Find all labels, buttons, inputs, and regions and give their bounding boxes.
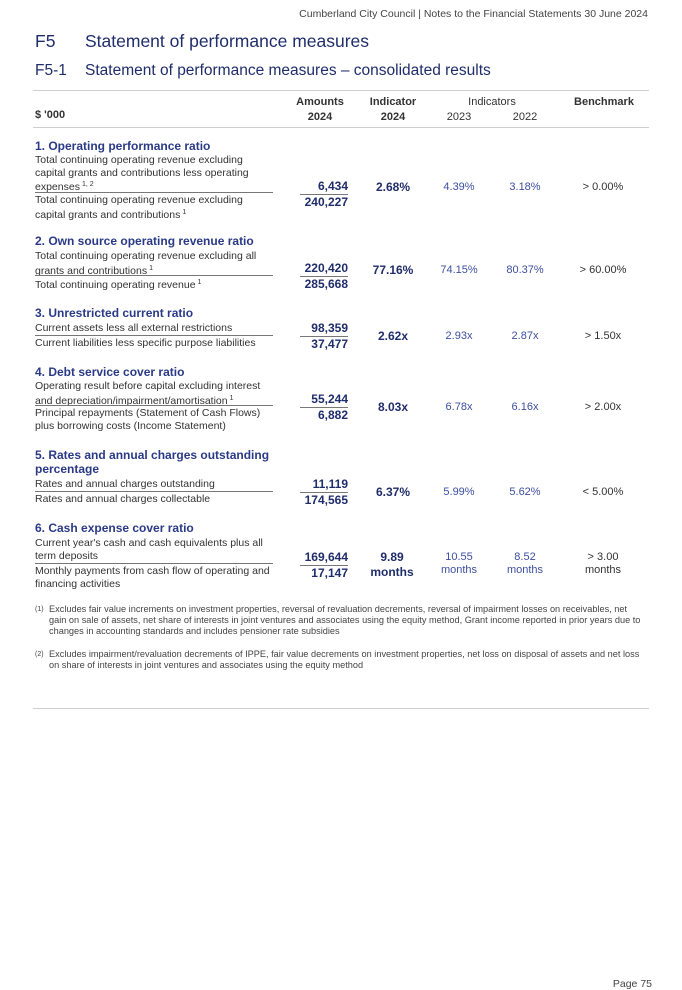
fraction-line: [35, 405, 273, 406]
col-benchmark: Benchmark: [574, 96, 634, 108]
benchmark: > 2.00x: [584, 401, 622, 413]
footnote-ref: 1, 2: [81, 181, 94, 188]
amount-denominator: 285,668: [304, 277, 348, 291]
fraction-line: [35, 192, 273, 193]
measure-numerator: Current year's cash and cash equivalents plus all term deposits: [35, 537, 263, 562]
indicator-2023: 74.15%: [440, 264, 478, 276]
indicator-2024: 6.37%: [375, 485, 411, 499]
indicator-2024: 2.62x: [377, 329, 409, 343]
footnote-mark: (2): [35, 651, 44, 658]
measure-numerator: Total continuing operating revenue excluding all grants and contributions $^1$: [35, 250, 257, 277]
col-indicator-year: 2024: [380, 111, 406, 123]
note-title: Statement of performance measures: [85, 31, 370, 51]
indicator-2022: 6.16x: [511, 401, 539, 413]
amount-denominator: 240,227: [304, 195, 348, 209]
measure-title: 3. Unrestricted current ratio: [35, 306, 194, 320]
running-header: Cumberland City Council | Notes to the Financial Statements 30 June 2024: [299, 8, 648, 20]
measure-title: 6. Cash expense cover ratio: [35, 521, 194, 535]
col-amounts-year: 2024: [307, 111, 333, 123]
measure-denominator: Principal repayments (Statement of Cash Flows) plus borrowing costs (Income Statement): [35, 407, 261, 432]
fraction-line: [35, 275, 273, 276]
amount-numerator: 98,359: [311, 321, 348, 335]
unit-label: $ '000: [35, 109, 66, 121]
amount-denominator: 37,477: [311, 337, 348, 351]
measure-numerator: Current assets less all external restrictions: [35, 322, 233, 334]
indicator-2024: 77.16%: [372, 263, 414, 277]
footnote-ref: 1: [229, 394, 234, 402]
measure-title: 1. Operating performance ratio: [35, 139, 211, 153]
indicator-2023: 2.93x: [445, 330, 473, 342]
measure-title: 5. Rates and annual charges outstanding percentage: [35, 448, 270, 476]
benchmark: > 3.00 months: [584, 551, 622, 576]
subnote-number: F5-1: [35, 62, 67, 79]
subnote-title: Statement of performance measures – consolidated results: [85, 62, 491, 79]
note-number: F5: [35, 31, 56, 51]
col-amounts: Amounts: [296, 96, 344, 108]
col-indicator: Indicator: [369, 96, 417, 108]
footnote-mark: (1): [35, 606, 44, 613]
indicator-2022: 2.87x: [511, 330, 539, 342]
amount-denominator: 174,565: [304, 493, 348, 507]
measure-denominator: Current liabilities less specific purpose liabilities: [35, 337, 256, 349]
footnote-ref: 1: [149, 264, 153, 272]
bottom-rule: [33, 708, 649, 709]
measure-denominator: Total continuing operating revenue $^1$: [35, 279, 202, 291]
benchmark: > 60.00%: [579, 264, 627, 276]
measure-title: 4. Debt service cover ratio: [35, 365, 185, 379]
header-rule: [33, 127, 649, 128]
footnote-text: Excludes fair value increments on investment properties, reversal of revaluation decrements, reversal of impairment losses on receivables, net gain on sale of assets, net share of interests in joint ventures and associates using the equity method, Grant income reported in prior years due to changes in accounting standards and includes pensioner rate subsidies: [49, 604, 641, 637]
footnote-text: Excludes impairment/revaluation decrements of IPPE, fair value decrements on investment properties, net loss on disposal of assets and net loss on share of interests in joint ventures and associates using the equity method: [49, 649, 640, 671]
col-2023: 2023: [446, 111, 472, 123]
indicator-2022: 80.37%: [506, 264, 544, 276]
indicator-2023: 10.55 months: [440, 551, 478, 576]
indicator-2024: 8.03x: [377, 400, 409, 414]
indicator-2022: 5.62%: [509, 486, 541, 498]
benchmark: < 5.00%: [582, 486, 624, 498]
indicator-2023: 4.39%: [443, 181, 475, 193]
measure-numerator: Total continuing operating revenue excluding capital grants and contributions less operating expenses $^{1, 2}$: [35, 154, 249, 193]
fraction-line: [35, 563, 273, 564]
note-heading: [35, 31, 369, 52]
measure-denominator: Total continuing operating revenue excluding capital grants and contributions $^1$: [35, 194, 243, 221]
amount-numerator: 11,119: [312, 477, 348, 491]
page-number: Page 75: [612, 978, 652, 990]
col-2022: 2022: [512, 111, 538, 123]
footnote-ref: 1: [197, 279, 202, 286]
amount-denominator: 17,147: [311, 566, 348, 580]
measure-numerator: Operating result before capital excluding interest and depreciation/impairment/amortisation $^1$: [35, 380, 261, 407]
col-indicators: Indicators: [468, 96, 516, 108]
indicator-2023: 5.99%: [443, 486, 475, 498]
fraction-line: [35, 491, 273, 492]
amount-numerator: 169,644: [304, 550, 348, 564]
amount-numerator: 220,420: [304, 261, 348, 275]
measure-numerator: Rates and annual charges outstanding: [35, 478, 215, 490]
table-top-rule: [33, 90, 649, 91]
benchmark: > 1.50x: [584, 330, 622, 342]
amount-denominator: 6,882: [317, 408, 348, 422]
indicator-2022: 3.18%: [509, 181, 541, 193]
footnote: [35, 649, 645, 673]
indicator-2024: 9.89 months: [370, 550, 414, 579]
measure-denominator: Rates and annual charges collectable: [35, 493, 211, 505]
measure-denominator: Monthly payments from cash flow of operating and financing activities: [35, 565, 270, 590]
footnote-ref: 1: [182, 208, 187, 216]
benchmark: > 0.00%: [582, 181, 624, 193]
indicator-2022: 8.52 months: [506, 551, 544, 576]
fraction-line: [35, 335, 273, 336]
footnote: [35, 604, 645, 638]
indicator-2024: 2.68%: [375, 180, 411, 194]
subnote-heading: [35, 62, 491, 80]
indicator-2023: 6.78x: [445, 401, 473, 413]
amount-numerator: 55,244: [311, 392, 348, 406]
amount-numerator: 6,434: [317, 179, 348, 193]
measure-title: 2. Own source operating revenue ratio: [35, 234, 254, 248]
